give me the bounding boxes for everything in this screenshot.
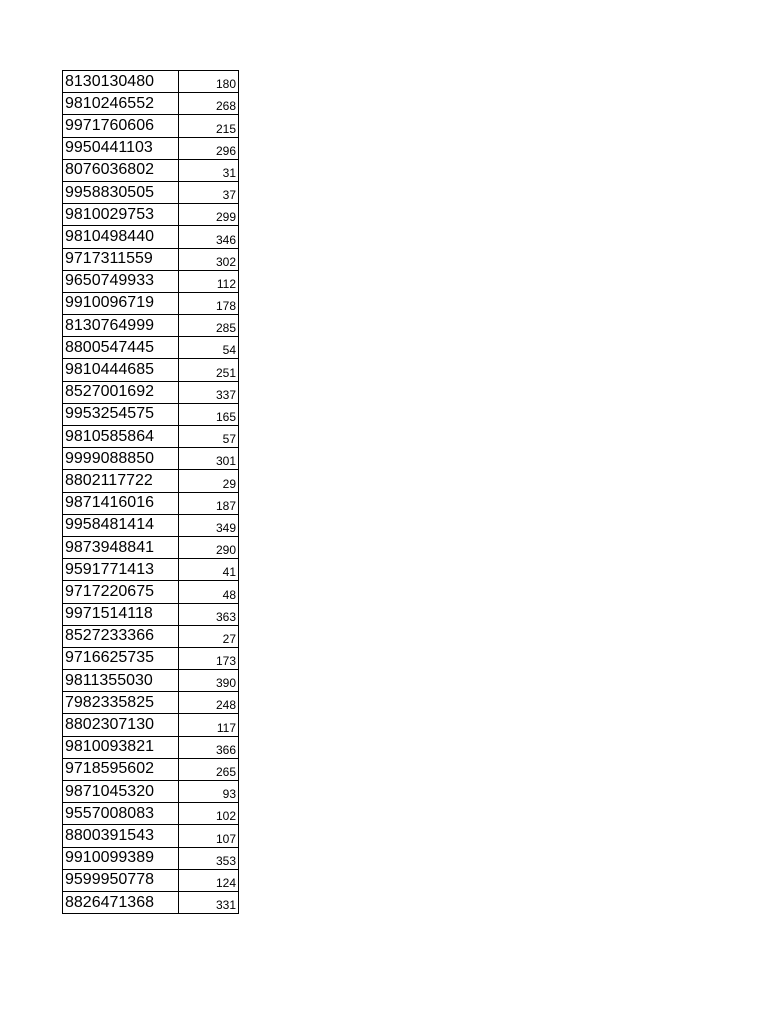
- amount-cell[interactable]: 363: [179, 603, 239, 625]
- amount-cell[interactable]: 48: [179, 581, 239, 603]
- table-row: [63, 71, 239, 93]
- phone-number-cell[interactable]: 9910099389: [63, 847, 179, 869]
- table-row: [63, 381, 239, 403]
- table-row: [63, 825, 239, 847]
- phone-number-cell[interactable]: 7982335825: [63, 692, 179, 714]
- phone-number-cell[interactable]: 8076036802: [63, 159, 179, 181]
- phone-number-cell[interactable]: 9958481414: [63, 514, 179, 536]
- phone-number-cell[interactable]: 8130130480: [63, 71, 179, 93]
- phone-number-cell[interactable]: 9717220675: [63, 581, 179, 603]
- phone-number-cell[interactable]: 9910096719: [63, 292, 179, 314]
- phone-number-cell[interactable]: 9811355030: [63, 670, 179, 692]
- phone-number-cell[interactable]: 9871045320: [63, 781, 179, 803]
- amount-cell[interactable]: 285: [179, 315, 239, 337]
- amount-cell[interactable]: 117: [179, 714, 239, 736]
- table-row: [63, 359, 239, 381]
- table-row: [63, 869, 239, 891]
- table-row: [63, 137, 239, 159]
- phone-number-cell[interactable]: 8800391543: [63, 825, 179, 847]
- amount-cell[interactable]: 124: [179, 869, 239, 891]
- amount-cell[interactable]: 41: [179, 559, 239, 581]
- table-row: [63, 847, 239, 869]
- table-row: [63, 337, 239, 359]
- phone-number-cell[interactable]: 8527001692: [63, 381, 179, 403]
- table-row: [63, 492, 239, 514]
- table-row: [63, 670, 239, 692]
- table-row: [63, 270, 239, 292]
- amount-cell[interactable]: 54: [179, 337, 239, 359]
- table-row: [63, 403, 239, 425]
- amount-cell[interactable]: 251: [179, 359, 239, 381]
- amount-cell[interactable]: 102: [179, 803, 239, 825]
- table-row: [63, 803, 239, 825]
- amount-cell[interactable]: 346: [179, 226, 239, 248]
- phone-number-cell[interactable]: 9599950778: [63, 869, 179, 891]
- data-table: [62, 70, 239, 914]
- amount-cell[interactable]: 112: [179, 270, 239, 292]
- amount-cell[interactable]: 366: [179, 736, 239, 758]
- table-row: [63, 514, 239, 536]
- amount-cell[interactable]: 299: [179, 204, 239, 226]
- amount-cell[interactable]: 302: [179, 248, 239, 270]
- table-body: [63, 71, 239, 914]
- table-row: [63, 559, 239, 581]
- amount-cell[interactable]: 107: [179, 825, 239, 847]
- phone-number-cell[interactable]: 9810585864: [63, 426, 179, 448]
- phone-number-cell[interactable]: 8826471368: [63, 891, 179, 913]
- phone-number-cell[interactable]: 9810029753: [63, 204, 179, 226]
- amount-cell[interactable]: 265: [179, 758, 239, 780]
- phone-number-cell[interactable]: 9718595602: [63, 758, 179, 780]
- phone-number-cell[interactable]: 9591771413: [63, 559, 179, 581]
- amount-cell[interactable]: 337: [179, 381, 239, 403]
- amount-cell[interactable]: 29: [179, 470, 239, 492]
- table-row: [63, 93, 239, 115]
- amount-cell[interactable]: 178: [179, 292, 239, 314]
- table-row: [63, 603, 239, 625]
- table-row: [63, 692, 239, 714]
- table-row: [63, 714, 239, 736]
- table-row: [63, 426, 239, 448]
- table-row: [63, 115, 239, 137]
- amount-cell[interactable]: 180: [179, 71, 239, 93]
- amount-cell[interactable]: 27: [179, 625, 239, 647]
- phone-number-cell[interactable]: 8527233366: [63, 625, 179, 647]
- amount-cell[interactable]: 353: [179, 847, 239, 869]
- phone-number-cell[interactable]: 9971514118: [63, 603, 179, 625]
- phone-number-cell[interactable]: 9717311559: [63, 248, 179, 270]
- table-row: [63, 647, 239, 669]
- table-row: [63, 159, 239, 181]
- phone-number-cell[interactable]: 9873948841: [63, 536, 179, 558]
- amount-cell[interactable]: 268: [179, 93, 239, 115]
- table-row: [63, 736, 239, 758]
- amount-cell[interactable]: 187: [179, 492, 239, 514]
- table-row: [63, 448, 239, 470]
- table-row: [63, 470, 239, 492]
- table-row: [63, 248, 239, 270]
- table-row: [63, 625, 239, 647]
- table-row: [63, 204, 239, 226]
- amount-cell[interactable]: 57: [179, 426, 239, 448]
- amount-cell[interactable]: 31: [179, 159, 239, 181]
- phone-number-cell[interactable]: 8802117722: [63, 470, 179, 492]
- table-row: [63, 581, 239, 603]
- table-row: [63, 758, 239, 780]
- phone-number-cell[interactable]: 9557008083: [63, 803, 179, 825]
- amount-cell[interactable]: 301: [179, 448, 239, 470]
- amount-cell[interactable]: 296: [179, 137, 239, 159]
- amount-cell[interactable]: 390: [179, 670, 239, 692]
- phone-number-cell[interactable]: 9950441103: [63, 137, 179, 159]
- phone-number-cell[interactable]: 9810246552: [63, 93, 179, 115]
- table-row: [63, 292, 239, 314]
- table-row: [63, 781, 239, 803]
- amount-cell[interactable]: 165: [179, 403, 239, 425]
- phone-number-cell[interactable]: 8802307130: [63, 714, 179, 736]
- phone-number-cell[interactable]: 9810444685: [63, 359, 179, 381]
- phone-number-cell[interactable]: 8800547445: [63, 337, 179, 359]
- phone-number-cell[interactable]: 9871416016: [63, 492, 179, 514]
- amount-cell[interactable]: 248: [179, 692, 239, 714]
- phone-number-cell[interactable]: 9810093821: [63, 736, 179, 758]
- table-row: [63, 315, 239, 337]
- phone-number-cell[interactable]: 9958830505: [63, 181, 179, 203]
- amount-cell[interactable]: 331: [179, 891, 239, 913]
- phone-number-cell[interactable]: 9810498440: [63, 226, 179, 248]
- amount-cell[interactable]: 349: [179, 514, 239, 536]
- table-row: [63, 891, 239, 913]
- phone-number-cell[interactable]: 9650749933: [63, 270, 179, 292]
- amount-cell[interactable]: 37: [179, 181, 239, 203]
- table-row: [63, 536, 239, 558]
- table-row: [63, 226, 239, 248]
- table-row: [63, 181, 239, 203]
- phone-number-cell[interactable]: 9953254575: [63, 403, 179, 425]
- phone-number-cell[interactable]: 8130764999: [63, 315, 179, 337]
- phone-number-cell[interactable]: 9999088850: [63, 448, 179, 470]
- amount-cell[interactable]: 173: [179, 647, 239, 669]
- phone-number-cell[interactable]: 9716625735: [63, 647, 179, 669]
- amount-cell[interactable]: 215: [179, 115, 239, 137]
- phone-number-cell[interactable]: 9971760606: [63, 115, 179, 137]
- amount-cell[interactable]: 93: [179, 781, 239, 803]
- amount-cell[interactable]: 290: [179, 536, 239, 558]
